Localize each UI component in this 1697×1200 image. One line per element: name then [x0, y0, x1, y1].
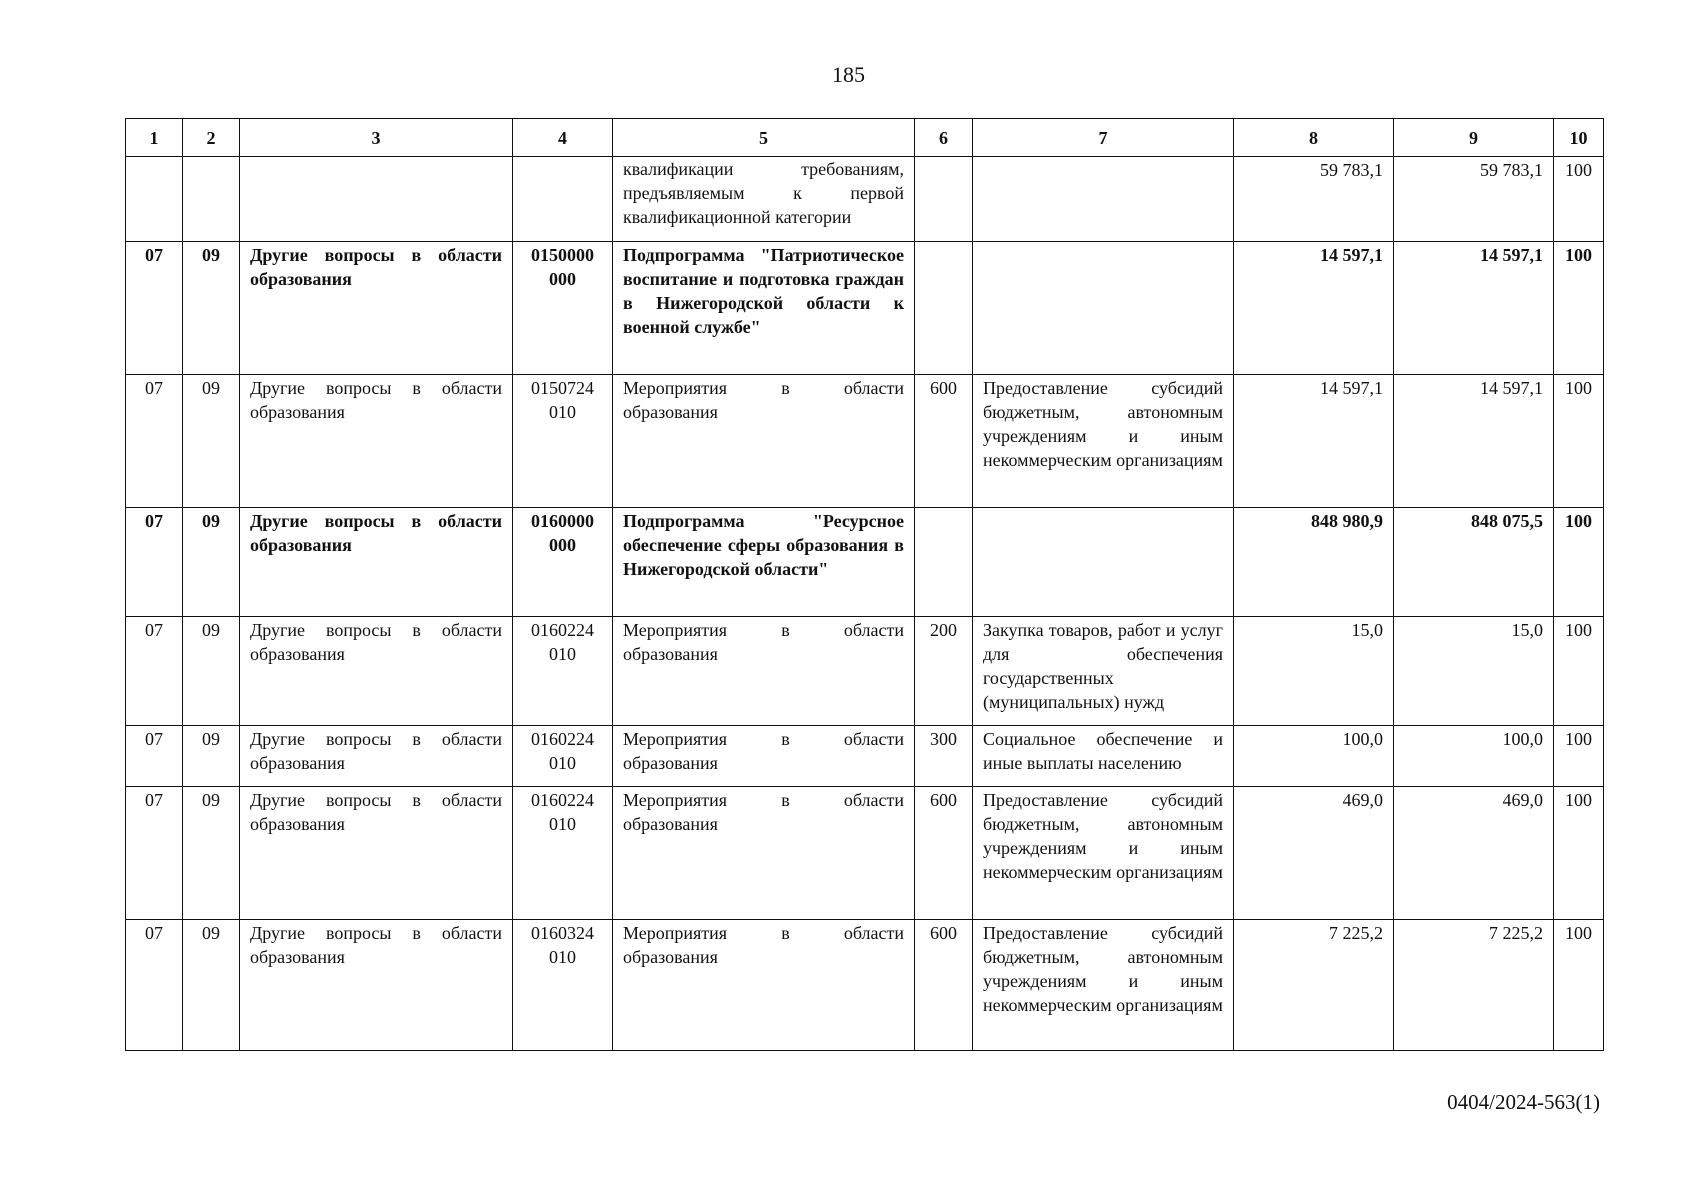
header-cell: 3: [240, 119, 513, 157]
subsection-name-cell: Другие вопросы в области образования: [240, 787, 513, 920]
subsection-name-cell: [240, 157, 513, 242]
planned-amount-cell: 15,0: [1234, 617, 1394, 726]
actual-amount-cell: 7 225,2: [1394, 920, 1554, 1051]
expense-type-code-cell: 300: [915, 726, 973, 787]
percent-cell: 100: [1554, 375, 1604, 508]
section-code-cell: 07: [126, 375, 183, 508]
section-code-cell: 07: [126, 920, 183, 1051]
program-name-cell: Мероприятия в области образования: [613, 617, 915, 726]
subsection-name-cell: Другие вопросы в области образования: [240, 375, 513, 508]
target-article-cell: 0160000 000: [513, 508, 613, 617]
actual-amount-cell: 59 783,1: [1394, 157, 1554, 242]
program-name-cell: Мероприятия в области образования: [613, 726, 915, 787]
actual-amount-cell: 15,0: [1394, 617, 1554, 726]
program-name-cell: Мероприятия в области образования: [613, 920, 915, 1051]
expense-type-code-cell: 600: [915, 920, 973, 1051]
table-row: [126, 617, 1604, 726]
subsection-code-cell: 09: [183, 726, 240, 787]
actual-amount-cell: 14 597,1: [1394, 242, 1554, 375]
table-row: [126, 787, 1604, 920]
percent-cell: 100: [1554, 508, 1604, 617]
subsection-code-cell: 09: [183, 617, 240, 726]
section-code-cell: 07: [126, 242, 183, 375]
expense-type-name-cell: [973, 242, 1234, 375]
target-article-cell: 0160224 010: [513, 617, 613, 726]
expense-type-code-cell: [915, 508, 973, 617]
table-row: [126, 508, 1604, 617]
target-article-cell: 0160224 010: [513, 787, 613, 920]
subsection-code-cell: 09: [183, 375, 240, 508]
target-article-cell: 0160324 010: [513, 920, 613, 1051]
table-row: [126, 242, 1604, 375]
subsection-code-cell: 09: [183, 508, 240, 617]
expense-type-code-cell: [915, 242, 973, 375]
subsection-name-cell: Другие вопросы в области образования: [240, 617, 513, 726]
planned-amount-cell: 7 225,2: [1234, 920, 1394, 1051]
expense-type-name-cell: [973, 157, 1234, 242]
subsection-code-cell: [183, 157, 240, 242]
expense-type-name-cell: [973, 508, 1234, 617]
section-code-cell: 07: [126, 726, 183, 787]
header-cell: 5: [613, 119, 915, 157]
percent-cell: 100: [1554, 726, 1604, 787]
header-cell: 9: [1394, 119, 1554, 157]
expense-type-name-cell: Социальное обеспечение и иные выплаты населению: [973, 726, 1234, 787]
section-code-cell: [126, 157, 183, 242]
header-cell: 10: [1554, 119, 1604, 157]
planned-amount-cell: 848 980,9: [1234, 508, 1394, 617]
planned-amount-cell: 59 783,1: [1234, 157, 1394, 242]
program-name-cell: квалификации требованиям, предъявляемым к первой квалификационной категории: [613, 157, 915, 242]
expense-type-code-cell: 600: [915, 375, 973, 508]
table-row: [126, 157, 1604, 242]
program-name-cell: Мероприятия в области образования: [613, 375, 915, 508]
header-cell: 2: [183, 119, 240, 157]
header-cell: 1: [126, 119, 183, 157]
program-name-cell: Подпрограмма "Ресурсное обеспечение сферы образования в Нижегородской области": [613, 508, 915, 617]
expense-type-code-cell: 600: [915, 787, 973, 920]
subsection-code-cell: 09: [183, 787, 240, 920]
subsection-code-cell: 09: [183, 242, 240, 375]
subsection-name-cell: Другие вопросы в области образования: [240, 726, 513, 787]
percent-cell: 100: [1554, 242, 1604, 375]
target-article-cell: 0150724 010: [513, 375, 613, 508]
section-code-cell: 07: [126, 617, 183, 726]
actual-amount-cell: 469,0: [1394, 787, 1554, 920]
section-code-cell: 07: [126, 508, 183, 617]
planned-amount-cell: 469,0: [1234, 787, 1394, 920]
header-row: [126, 119, 1604, 157]
expense-type-name-cell: Закупка товаров, работ и услуг для обеспечения государственных (муниципальных) нужд: [973, 617, 1234, 726]
planned-amount-cell: 14 597,1: [1234, 242, 1394, 375]
actual-amount-cell: 848 075,5: [1394, 508, 1554, 617]
subsection-code-cell: 09: [183, 920, 240, 1051]
percent-cell: 100: [1554, 157, 1604, 242]
subsection-name-cell: Другие вопросы в области образования: [240, 242, 513, 375]
expense-type-code-cell: 200: [915, 617, 973, 726]
actual-amount-cell: 14 597,1: [1394, 375, 1554, 508]
planned-amount-cell: 14 597,1: [1234, 375, 1394, 508]
budget-table: [125, 118, 1604, 1051]
section-code-cell: 07: [126, 787, 183, 920]
target-article-cell: 0150000 000: [513, 242, 613, 375]
header-cell: 8: [1234, 119, 1394, 157]
planned-amount-cell: 100,0: [1234, 726, 1394, 787]
expense-type-name-cell: Предоставление субсидий бюджетным, автономным учреждениям и иным некоммерческим организациям: [973, 920, 1234, 1051]
program-name-cell: Мероприятия в области образования: [613, 787, 915, 920]
table-row: [126, 920, 1604, 1051]
program-name-cell: Подпрограмма "Патриотическое воспитание и подготовка граждан в Нижегородской области к военной службе": [613, 242, 915, 375]
header-cell: 7: [973, 119, 1234, 157]
expense-type-code-cell: [915, 157, 973, 242]
actual-amount-cell: 100,0: [1394, 726, 1554, 787]
header-cell: 4: [513, 119, 613, 157]
header-cell: 6: [915, 119, 973, 157]
percent-cell: 100: [1554, 787, 1604, 920]
page-number: 185: [832, 62, 865, 87]
percent-cell: 100: [1554, 617, 1604, 726]
expense-type-name-cell: Предоставление субсидий бюджетным, автономным учреждениям и иным некоммерческим организациям: [973, 787, 1234, 920]
percent-cell: 100: [1554, 920, 1604, 1051]
subsection-name-cell: Другие вопросы в области образования: [240, 920, 513, 1051]
target-article-cell: [513, 157, 613, 242]
target-article-cell: 0160224 010: [513, 726, 613, 787]
table-row: [126, 375, 1604, 508]
document-code: 0404/2024-563(1): [1447, 1090, 1600, 1114]
table-row: [126, 726, 1604, 787]
expense-type-name-cell: Предоставление субсидий бюджетным, автономным учреждениям и иным некоммерческим организациям: [973, 375, 1234, 508]
subsection-name-cell: Другие вопросы в области образования: [240, 508, 513, 617]
